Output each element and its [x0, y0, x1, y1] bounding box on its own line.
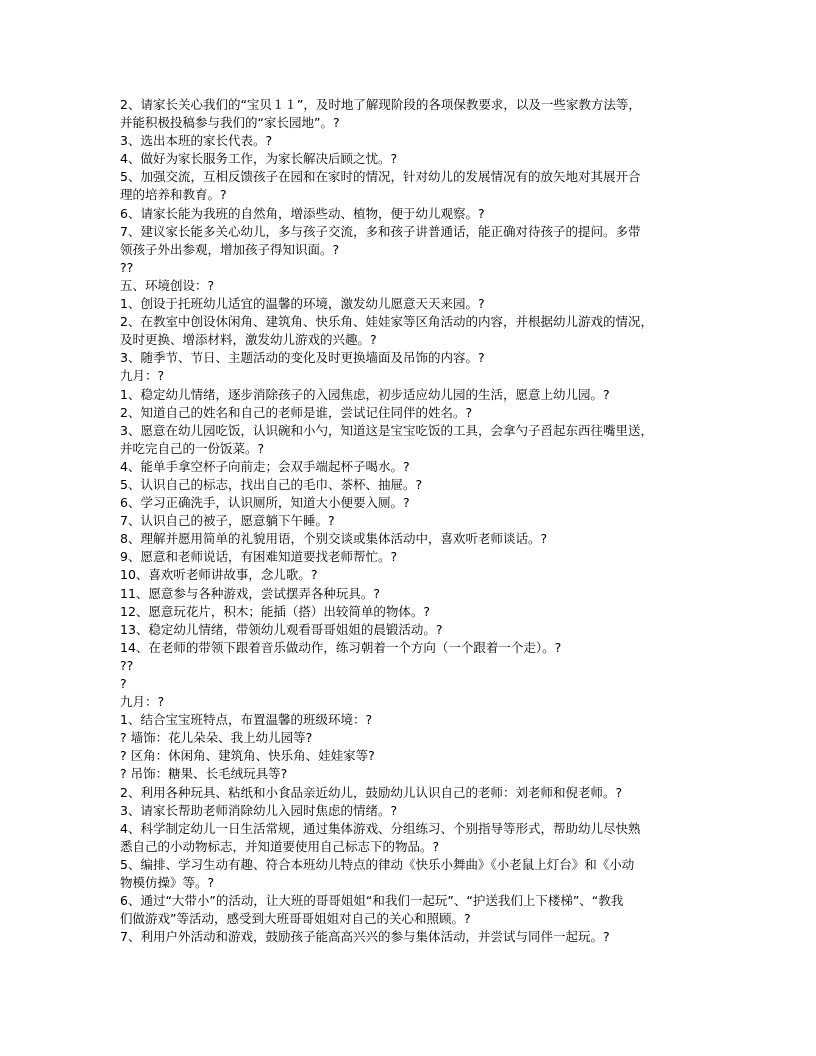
- text-line: ? 墙饰：花儿朵朵、我上幼儿园等?: [120, 730, 313, 746]
- text-line: 6、学习正确洗手，认识厕所，知道大小便要入厕。?: [120, 495, 410, 511]
- text-line: 1、创设于托班幼儿适宜的温馨的环境，激发幼儿愿意天天来园。?: [120, 296, 485, 312]
- text-line: 悉自己的小动物标志，并知道要使用自己标志下的物品。?: [120, 838, 440, 854]
- text-line: 13、稳定幼儿情绪，带领幼儿观看哥哥姐姐的晨锻活动。?: [120, 621, 443, 637]
- text-line: 11、愿意参与各种游戏，尝试摆弄各种玩具。?: [120, 585, 381, 601]
- text-line: 领孩子外出参观，增加孩子得知识面。?: [120, 241, 340, 257]
- text-line: 7、认识自己的被子，愿意躺下午睡。?: [120, 513, 335, 529]
- text-line: ??: [120, 657, 134, 673]
- text-line: 3、随季节、节日、主题活动的变化及时更换墙面及吊饰的内容。?: [120, 350, 485, 366]
- text-line: 并能积极投稿参与我们的“家长园地”。?: [120, 115, 340, 131]
- text-line: 5、加强交流，互相反馈孩子在园和在家时的情况，针对幼儿的发展情况有的放矢地对其展开合: [120, 169, 641, 185]
- text-line: 及时更换、增添材料，激发幼儿游戏的兴趣。?: [120, 332, 377, 348]
- text-line: 3、请家长帮助老师消除幼儿入园时焦虑的情绪。?: [120, 802, 398, 818]
- text-line: 4、做好为家长服务工作，为家长解决后顾之忧。?: [120, 151, 398, 167]
- text-line: 7、利用户外活动和游戏，鼓励孩子能高高兴兴的参与集体活动，并尝试与同伴一起玩。?: [120, 929, 610, 945]
- text-line: 2、请家长关心我们的“宝贝１１”，及时地了解现阶段的各项保教要求，以及一些家教方法等，: [120, 97, 641, 112]
- text-line: 5、编排、学习生动有趣、符合本班幼儿特点的律动《快乐小舞曲》《小老鼠上灯台》和《小动: [120, 856, 635, 872]
- text-line: 8、理解并愿用简单的礼貌用语，个别交谈或集体活动中，喜欢听老师谈话。?: [120, 531, 548, 547]
- text-line: ??: [120, 259, 134, 275]
- text-line: 2、在教室中创设休闲角、建筑角、快乐角、娃娃家等区角活动的内容，并根据幼儿游戏的情况，: [120, 314, 653, 330]
- text-line: 4、能单手拿空杯子向前走；会双手端起杯子喝水。?: [120, 458, 410, 474]
- text-line: 物模仿操》等。?: [120, 875, 215, 891]
- text-line: ? 区角：休闲角、建筑角、快乐角、娃娃家等?: [120, 748, 375, 764]
- text-line: 九月：?: [120, 694, 165, 710]
- text-line: 4、科学制定幼儿一日生活常规，通过集体游戏、分组练习、个别指导等形式，帮助幼儿尽快熟: [120, 820, 641, 836]
- text-line: 1、稳定幼儿情绪，逐步消除孩子的入园焦虑，初步适应幼儿园的生活，愿意上幼儿园。?: [120, 386, 610, 402]
- text-line: 6、通过“大带小”的活动，让大班的哥哥姐姐“和我们一起玩”、“护送我们上下楼梯”、“教我: [120, 893, 624, 909]
- text-line: 5、认识自己的标志，找出自己的毛巾、茶杯、抽屉。?: [120, 476, 423, 492]
- text-line: 7、建议家长能多关心幼儿，多与孩子交流，多和孩子讲普通话，能正确对待孩子的提问。多带: [120, 223, 641, 239]
- text-line: 14、在老师的带领下跟着音乐做动作，练习朝着一个方向（一个跟着一个走）。?: [120, 639, 562, 655]
- text-line: 五、环境创设：?: [120, 277, 215, 293]
- text-line: 们做游戏”等活动，感受到大班哥哥姐姐对自己的关心和照顾。?: [120, 911, 471, 927]
- text-line: ?: [120, 676, 127, 691]
- text-line: 10、喜欢听老师讲故事，念儿歌。?: [120, 567, 318, 583]
- text-line: 理的培养和教育。?: [120, 187, 227, 203]
- text-line: 3、愿意在幼儿园吃饭，认识碗和小勺，知道这是宝宝吃饭的工具，会拿勺子舀起东西往嘴里送，: [120, 422, 653, 438]
- text-line: 并吃完自己的一份饭菜。?: [120, 440, 265, 456]
- text-line: 2、利用各种玩具、粘纸和小食品亲近幼儿，鼓励幼儿认识自己的老师：刘老师和倪老师。?: [120, 784, 623, 800]
- text-line: 1、结合宝宝班特点，布置温馨的班级环境：?: [120, 712, 373, 728]
- text-line: 6、请家长能为我班的自然角，增添些动、植物，便于幼儿观察。?: [120, 205, 485, 221]
- text-line: 2、知道自己的姓名和自己的老师是谁，尝试记住同伴的姓名。?: [120, 404, 473, 420]
- document-page: [120, 96, 680, 946]
- text-line: 九月：?: [120, 368, 165, 384]
- text-line: 12、愿意玩花片，积木；能插（搭）出较简单的物体。?: [120, 603, 431, 619]
- text-line: 9、愿意和老师说话，有困难知道要找老师帮忙。?: [120, 549, 398, 565]
- text-line: 3、选出本班的家长代表。?: [120, 133, 273, 149]
- text-line: ? 吊饰：糖果、长毛绒玩具等?: [120, 766, 288, 782]
